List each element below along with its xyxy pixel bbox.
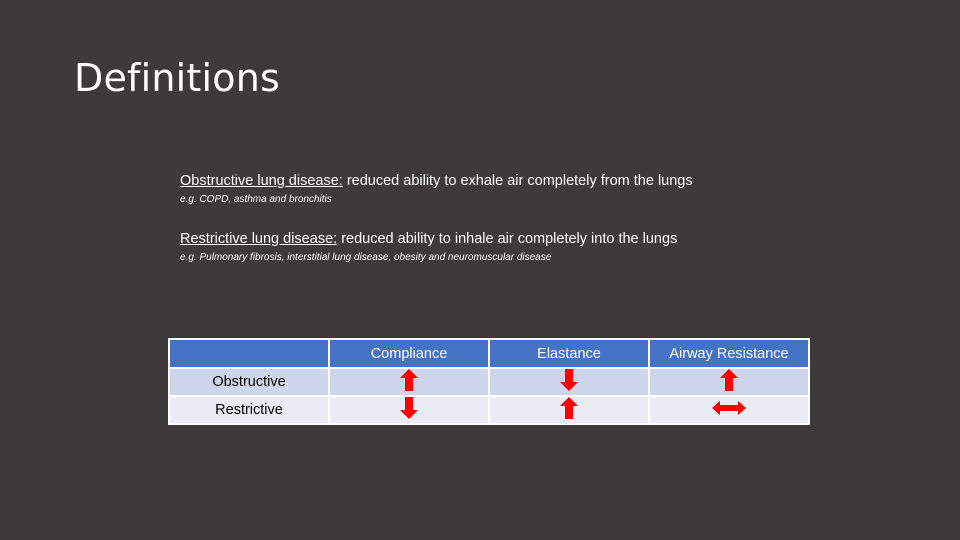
airway-resistance-cell [649, 396, 809, 424]
airway-resistance-cell [649, 368, 809, 396]
table-row-restrictive [169, 396, 809, 424]
compliance-cell [329, 368, 489, 396]
header-cell-elastance: Elastance [489, 339, 649, 368]
definition-example: e.g. Pulmonary fibrosis, interstitial lung disease, obesity and neuromuscular disease [180, 252, 552, 263]
definition-text: reduced ability to inhale air completely into the lungs [337, 231, 678, 247]
definition-line [180, 173, 693, 189]
header-cell-compliance: Compliance [329, 339, 489, 368]
slide-title: Definitions [74, 56, 281, 100]
definition-obstructive [180, 173, 693, 205]
definition-term: Restrictive lung disease: [180, 231, 338, 247]
definition-line [180, 231, 677, 247]
table-row-obstructive [169, 368, 809, 396]
definition-example: e.g. COPD, asthma and bronchitis [180, 194, 332, 205]
arrow-down-icon [560, 369, 578, 395]
row-label: Obstructive [169, 368, 329, 396]
arrow-up-icon [720, 369, 738, 395]
arrow-left-right-icon [712, 401, 746, 419]
elastance-cell [489, 368, 649, 396]
definition-text: reduced ability to exhale air completely from the lungs [342, 173, 693, 189]
comparison-table [168, 338, 810, 425]
header-cell-airway-resistance: Airway Resistance [649, 339, 809, 368]
definition-restrictive [180, 231, 677, 263]
elastance-cell [489, 396, 649, 424]
arrow-up-icon [560, 397, 578, 423]
compliance-cell [329, 396, 489, 424]
arrow-up-icon [400, 369, 418, 395]
row-label: Restrictive [169, 396, 329, 424]
arrow-down-icon [400, 397, 418, 423]
header-cell-empty [169, 339, 329, 368]
definition-term: Obstructive lung disease: [180, 173, 343, 189]
table-header-row [169, 339, 809, 368]
